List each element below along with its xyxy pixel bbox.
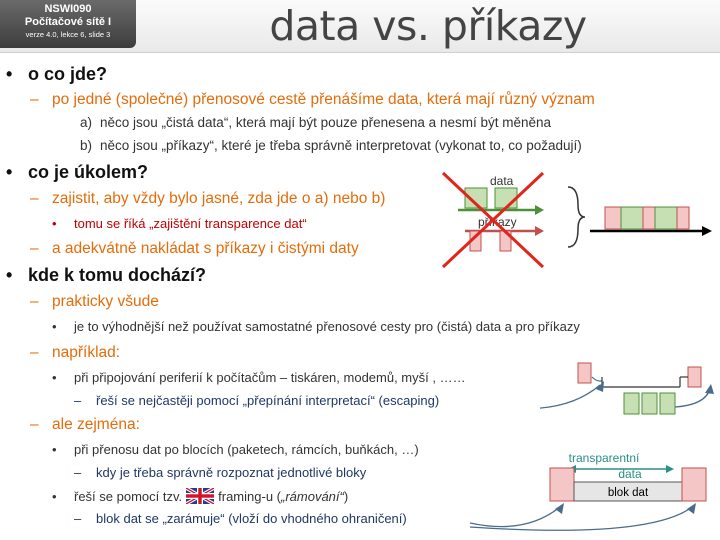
bullet-dot-icon: • [52,319,57,334]
bullet-text: zajistit, aby vždy bylo jasné, zda jde o a) nebo b) [52,190,386,207]
dash-marker: – [30,416,39,433]
dash-marker: – [30,240,39,257]
sub-bullet-shared-path [30,91,595,109]
transparent-label: transparentní [568,451,640,465]
frame-start-block [550,468,574,501]
list-text: něco jsou „čistá data“, která mají být pouze přenesena a nesmí být měněna [100,115,551,130]
list-marker: b) [80,138,93,153]
command-block [578,363,591,383]
course-box [0,0,136,48]
bullet-text: kdy je třeba správně rozpoznat jednotlivé bloky [96,465,367,480]
curved-arrow-line [540,385,600,409]
bullet-text: framing-u ( [218,489,281,504]
sub-sub-bullet-blocks [52,442,419,457]
list-marker: a) [80,115,93,130]
command-block [605,207,621,229]
slide-header [0,0,720,53]
brace-icon [568,187,585,247]
arrow-head-icon [555,503,564,514]
bullet-co-je-ukolem [6,162,148,183]
data-block [621,207,643,229]
bullet-o-co-jde [6,64,107,85]
dash-marker: – [30,91,39,108]
data-block [642,393,657,414]
command-block [688,367,701,387]
separate-paths-diagram [440,165,720,275]
block-label: blok dat [607,487,649,499]
command-block [677,207,689,229]
bullet-text: a adekvátně nakládat s příkazy i čistými daty [52,240,359,257]
arrow-head-icon [702,226,712,236]
curved-arrow-line [470,507,560,527]
bullet-text: například: [52,344,121,361]
sub-bullet-mainly [30,416,140,434]
bullet-dot-icon: • [52,442,57,457]
arrow-head-icon [666,465,674,473]
bullet-text: co je úkolem? [28,162,149,182]
bullet-text: po jedné (společné) přenosové cestě přenášíme data, která mají různý význam [52,91,595,108]
bullet-text: ) [343,489,349,504]
course-code: NSWI090 [44,3,92,15]
data-block [624,393,639,414]
bullet-text-italic: „rámování“ [281,489,344,504]
bullet-text: při přenosu dat po blocích (paketech, rámcích, buňkách, …) [74,442,419,457]
list-item-b [80,138,582,153]
frame-end-block [682,468,706,501]
page-title: data vs. příkazy [269,2,587,50]
escaping-diagram [540,355,720,430]
dash-marker: – [74,393,82,408]
bullet-text: při připojování periferií k počítačům – tiskáren, modemů, myší , …… [74,370,466,385]
framing-diagram [470,445,710,540]
list-item-a [80,115,551,130]
course-info: verze 4.0, lekce 6, slide 3 [25,30,111,39]
uk-flag-icon [186,488,214,504]
bullet-text: řeší se nejčastěji pomocí „přepínání interpretací“ (escaping) [96,393,440,408]
dash-marker: – [74,511,82,526]
sub-sub-sub-recognize [74,465,366,480]
bullet-dot-icon: • [6,64,13,84]
sub-sub-bullet-advantage [52,319,580,334]
arrow-head-icon [705,384,714,394]
bullet-text: o co jde? [28,64,108,84]
arrow-head-icon [687,503,696,514]
sub-bullet-handle [30,240,359,258]
curved-arrow-line [675,389,710,407]
connector-line [592,377,602,381]
sub-bullet-example [30,344,120,362]
arrow-head-icon [535,205,544,215]
commands-label: příkazy [478,215,517,229]
bullet-dot-icon: • [52,216,57,231]
sub-sub-bullet-peripherals [52,370,466,385]
sub-bullet-everywhere [30,293,159,311]
dash-marker: – [74,465,82,480]
bullet-dot-icon: • [52,489,57,504]
bullet-text: řeší se pomocí tzv. [74,489,183,504]
bullet-kde-k-tomu [6,265,206,286]
list-text: něco jsou „příkazy“, které je třeba správně interpretovat (vykonat to, co požadují) [100,138,582,153]
sub-sub-bullet-framing [52,488,348,504]
bullet-dot-icon: • [6,162,13,182]
bullet-text: prakticky všude [52,293,159,310]
course-name: Počítačové sítě I [24,16,112,28]
data-label: data [490,174,514,188]
sub-sub-bullet-transparency [52,216,307,231]
sub-sub-sub-framed [74,511,407,526]
bullet-text: ale zejména: [52,416,140,433]
dash-marker: – [30,344,39,361]
data-block [495,188,517,208]
bullet-dot-icon: • [52,370,57,385]
bullet-text: blok dat se „zarámuje“ (vloží do vhodného ohraničení) [96,511,407,526]
transparent-data-label: data [618,467,642,481]
command-block [643,207,655,229]
bullet-text: tomu se říká „zajištění transparence dat“ [74,216,307,231]
sub-bullet-ensure [30,190,385,208]
bullet-dot-icon: • [6,265,13,285]
data-block [655,207,677,229]
bullet-text: je to výhodnější než používat samostatné přenosové cesty pro (čistá) data a pro příkazy [74,319,580,334]
dash-marker: – [30,293,39,310]
bullet-text: kde k tomu dochází? [28,265,207,285]
sub-sub-sub-escaping [74,393,439,408]
arrow-head-icon [535,226,544,236]
dash-marker: – [30,190,39,207]
data-block [660,393,675,414]
